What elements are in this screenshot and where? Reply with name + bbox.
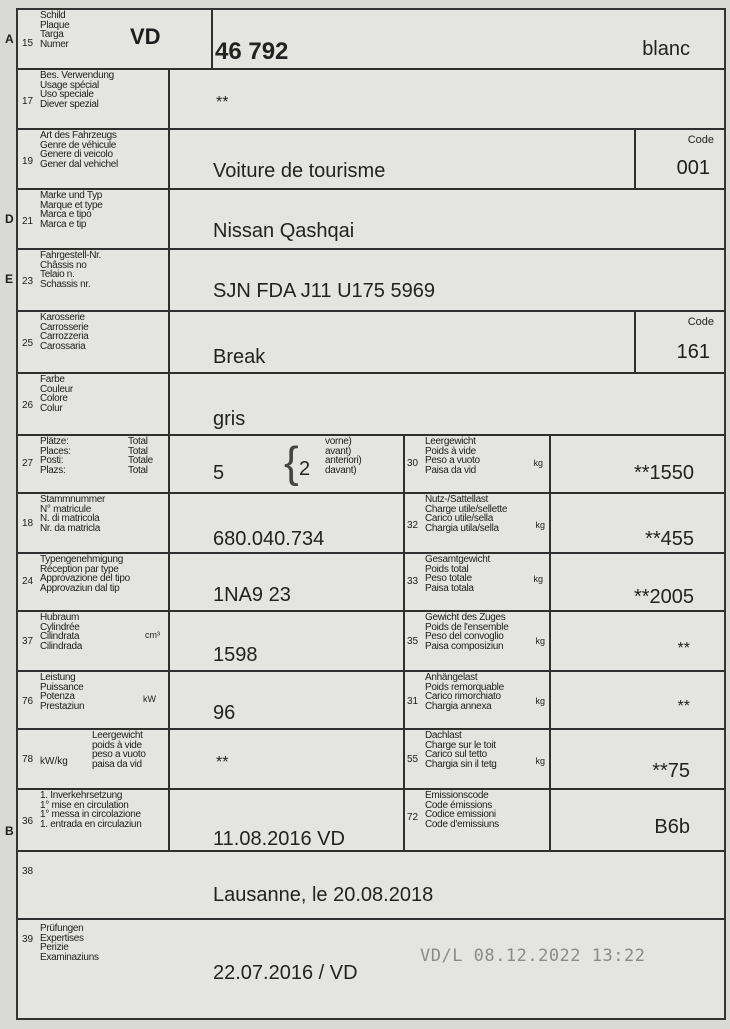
canton-code: VD (130, 24, 161, 49)
field-78-55: 78 kW/kg Leergewicht poids à vide peso a vuoto paisa da vid ** 55 Dachlast Charge sur le toit Carico sul tetto Chargia sin il tetg kg **75 (18, 730, 724, 790)
field-39-inspections: 39 Prüfungen Expertises Perizie Examinaziuns 22.07.2016 / VD VD/L 08.12.2022 13:22 (22, 923, 646, 984)
field-27-30: 27 Plätze: Places: Posti: Plazs: Total Total Totale Total 5 { 2 vorne) avant) anteriori) davant) 30 Leergewicht Poids à vide Peso a vuoto Paisa da vid kg **1550 (18, 436, 724, 494)
field-26-color: 26 Farbe Couleur Colore Colur gris (18, 374, 724, 436)
marker-e: E (5, 272, 14, 286)
field-18-32: 18 Stammnummer N° matricule N. di matricola Nr. da matricla 680.040.734 32 Nutz-/Sattellast Charge utile/sellette Carico utile/sella Chargia utila/sella kg **455 (18, 494, 724, 554)
field-37-35: 37 Hubraum Cylindrée Cilindrata Cilindrada cm³ 1598 35 Gewicht des Zuges Poids de l'ensemble Peso del convoglio Paisa composiziun kg ** (18, 612, 724, 672)
field-76-31: 76 Leistung Puissance Potenza Prestaziun kW 96 31 Anhängelast Poids remorquable Carico rimorchiato Chargia annexa kg ** (18, 672, 724, 730)
field-25-body: 25 Karosserie Carrosserie Carrozzeria Carossaria Break Code 161 (18, 312, 724, 374)
field-19-vehicle-type: 19 Art des Fahrzeugs Genre de véhicule Genere di veicolo Gener dal vehichel Voiture de tourisme Code 001 (18, 130, 724, 190)
field-15-plate: 15 Schild Plaque Targa Numer VD 46 792 blanc (18, 10, 724, 70)
marker-d: D (5, 212, 14, 226)
field-38-issue-place-date: 38 Lausanne, le 20.08.2018 (18, 852, 724, 920)
inspection-stamp: VD/L 08.12.2022 13:22 (420, 946, 646, 966)
field-36-72: 36 1. Inverkehrsetzung 1° mise en circulation 1° messa in circolazione 1. entrada en circulaziun 11.08.2016 VD 72 Emissionscode Code émissions Codice emissioni Code d'emissiuns B6b (18, 790, 724, 852)
field-21-make-model: 21 Marke und Typ Marque et type Marca e tipo Marca e tip Nissan Qashqai (18, 190, 724, 250)
plate-number: 46 792 (215, 38, 289, 65)
registration-document (16, 8, 726, 1020)
marker-b: B (5, 824, 14, 838)
field-24-33: 24 Typengenehmigung Réception par type Approvazione del tipo Approvaziun dal tip 1NA9 23 33 Gesamtgewicht Poids total Peso totale Paisa totala kg **2005 (18, 554, 724, 612)
marker-a: A (5, 32, 14, 46)
plate-color: blanc (642, 38, 690, 60)
field-23-chassis: 23 Fahrgestell-Nr. Châssis no Telaio n. Schassis nr. SJN FDA J11 U175 5969 (18, 250, 724, 312)
field-17-special-use: 17 Bes. Verwendung Usage spécial Uso speciale Diever spezial ** (18, 70, 724, 130)
